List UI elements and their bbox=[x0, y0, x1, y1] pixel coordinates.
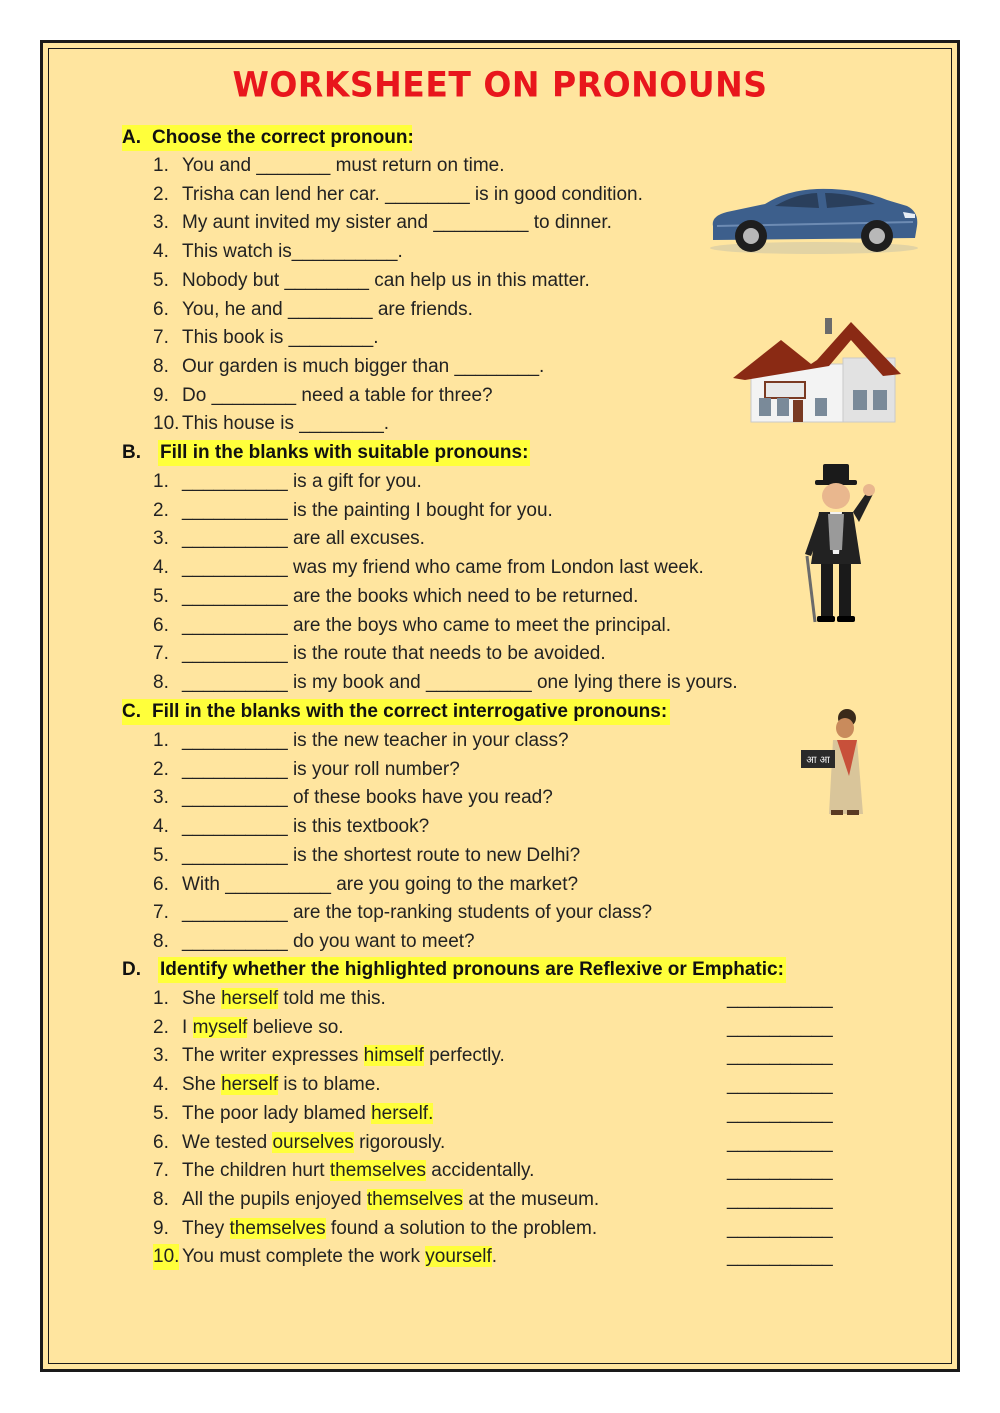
highlighted-pronoun: yourself bbox=[425, 1246, 492, 1268]
question-number: 6. bbox=[153, 1131, 169, 1153]
text-before: All the pupils enjoyed bbox=[182, 1188, 367, 1210]
question-number: 5. bbox=[153, 844, 169, 866]
question-number: 5. bbox=[153, 269, 169, 291]
question-number: 6. bbox=[153, 614, 169, 636]
highlighted-pronoun: themselves bbox=[329, 1160, 426, 1182]
question-text bbox=[182, 986, 386, 1012]
question-text: __________ is the painting I bought for you. bbox=[182, 499, 553, 521]
section-a-title: Choose the correct pronoun: bbox=[152, 127, 414, 148]
text-after: . bbox=[491, 1246, 498, 1268]
question-number: 7. bbox=[153, 902, 169, 924]
text-after: accidentally. bbox=[425, 1160, 535, 1182]
question-text: Do ________ need a table for three? bbox=[182, 384, 493, 406]
question-text: __________ are the boys who came to meet the principal. bbox=[182, 614, 672, 636]
highlighted-pronoun: ourselves bbox=[272, 1131, 354, 1153]
question-text: Nobody but ________ can help us in this matter. bbox=[182, 269, 590, 291]
question-text bbox=[182, 1244, 497, 1270]
text-before: I bbox=[182, 1016, 193, 1038]
question-number: 4. bbox=[153, 816, 169, 838]
highlighted-pronoun: himself bbox=[363, 1045, 424, 1067]
question-text: __________ is a gift for you. bbox=[182, 471, 422, 492]
question-text: __________ is my book and __________ one lying there is yours. bbox=[182, 671, 738, 693]
question-number: 4. bbox=[153, 241, 169, 263]
question-text: __________ is the shortest route to new Delhi? bbox=[182, 844, 581, 866]
question-text: __________ are the top-ranking students of your class? bbox=[182, 902, 653, 924]
question-text: __________ do you want to meet? bbox=[182, 930, 475, 952]
question-number: 3. bbox=[153, 212, 169, 234]
question-number: 2. bbox=[153, 758, 169, 780]
question-text: My aunt invited my sister and _________ to dinner. bbox=[182, 212, 612, 234]
question-text bbox=[182, 1072, 381, 1098]
section-b-heading bbox=[122, 440, 532, 466]
worksheet-title: WORKSHEET ON PRONOUNS bbox=[232, 64, 768, 105]
question-text bbox=[182, 1101, 433, 1127]
highlighted-pronoun: herself. bbox=[371, 1102, 434, 1124]
text-after: is to blame. bbox=[278, 1074, 381, 1096]
question-number: 3. bbox=[153, 1045, 169, 1067]
question-number: 5. bbox=[153, 585, 169, 607]
question-number: 2. bbox=[153, 499, 169, 521]
text-before: They bbox=[182, 1217, 230, 1239]
question-number: 6. bbox=[153, 873, 169, 895]
question-number: 8. bbox=[153, 355, 169, 377]
question-number: 8. bbox=[153, 1188, 169, 1210]
text-after: perfectly. bbox=[423, 1045, 505, 1067]
question-number: 9. bbox=[153, 384, 169, 406]
text-before: The poor lady blamed bbox=[182, 1102, 372, 1124]
question-text: You, he and ________ are friends. bbox=[182, 298, 473, 320]
highlighted-pronoun: themselves bbox=[366, 1188, 463, 1210]
section-d-title: Identify whether the highlighted pronouns are Reflexive or Emphatic: bbox=[158, 957, 786, 983]
answer-blank[interactable]: __________ bbox=[727, 1016, 833, 1038]
highlighted-pronoun: herself bbox=[221, 988, 279, 1009]
question-text: This watch is__________. bbox=[182, 241, 403, 263]
question-number: 3. bbox=[153, 787, 169, 809]
question-number: 10. bbox=[153, 1244, 179, 1270]
gentleman-illustration bbox=[795, 464, 877, 626]
text-before: We tested bbox=[182, 1131, 273, 1153]
text-after: found a solution to the problem. bbox=[325, 1217, 598, 1239]
question-number: 7. bbox=[153, 643, 169, 665]
question-text: __________ is the new teacher in your class? bbox=[182, 730, 569, 751]
board-text: आ आ bbox=[806, 755, 830, 766]
question-text bbox=[182, 1158, 534, 1184]
answer-blank[interactable]: __________ bbox=[727, 1217, 833, 1239]
answer-blank[interactable]: __________ bbox=[727, 1131, 833, 1153]
highlighted-pronoun: themselves bbox=[229, 1217, 326, 1239]
question-text: Trisha can lend her car. ________ is in good condition. bbox=[182, 183, 643, 205]
question-text: Our garden is much bigger than ________. bbox=[182, 355, 545, 377]
answer-blank[interactable]: __________ bbox=[727, 1188, 833, 1210]
question-number: 7. bbox=[153, 327, 169, 349]
section-d-label: D. bbox=[122, 959, 141, 980]
section-c-label: C. bbox=[122, 701, 141, 722]
question-text: __________ are the books which need to be returned. bbox=[182, 585, 639, 607]
text-before: You must complete the work bbox=[182, 1246, 426, 1268]
question-number: 1. bbox=[153, 155, 169, 176]
question-text bbox=[182, 1216, 597, 1242]
question-number: 2. bbox=[153, 183, 169, 205]
question-number: 1. bbox=[153, 730, 169, 751]
question-text: This book is ________. bbox=[182, 327, 379, 349]
teacher-illustration bbox=[801, 706, 873, 816]
question-number: 4. bbox=[153, 557, 169, 579]
text-before: The children hurt bbox=[182, 1160, 330, 1182]
text-before: She bbox=[182, 1074, 222, 1096]
question-text bbox=[182, 1015, 344, 1041]
text-after: rigorously. bbox=[353, 1131, 446, 1153]
text-after: at the museum. bbox=[462, 1188, 600, 1210]
question-number: 7. bbox=[153, 1160, 169, 1182]
section-b-title: Fill in the blanks with suitable pronouns: bbox=[158, 440, 530, 466]
section-a-label: A. bbox=[122, 127, 141, 148]
question-text: __________ are all excuses. bbox=[182, 528, 425, 550]
question-text: __________ of these books have you read? bbox=[182, 787, 553, 809]
answer-blank[interactable]: __________ bbox=[727, 1045, 833, 1067]
question-text: __________ is your roll number? bbox=[182, 758, 460, 780]
question-text bbox=[182, 1043, 505, 1069]
section-a-heading bbox=[122, 125, 412, 151]
question-number: 6. bbox=[153, 298, 169, 320]
question-number: 1. bbox=[153, 988, 169, 1009]
answer-blank[interactable]: __________ bbox=[727, 1246, 833, 1268]
question-number: 10. bbox=[153, 413, 180, 435]
question-text: __________ is this textbook? bbox=[182, 816, 430, 838]
text-after: believe so. bbox=[247, 1016, 344, 1038]
section-c-title: Fill in the blanks with the correct interrogative pronouns: bbox=[152, 701, 668, 722]
question-number: 4. bbox=[153, 1074, 169, 1096]
question-number: 8. bbox=[153, 930, 169, 952]
question-number: 5. bbox=[153, 1102, 169, 1124]
question-text bbox=[182, 1130, 445, 1156]
answer-blank[interactable]: __________ bbox=[727, 1102, 833, 1124]
highlighted-pronoun: myself bbox=[192, 1016, 248, 1038]
question-number: 2. bbox=[153, 1016, 169, 1038]
house-illustration bbox=[733, 318, 901, 426]
highlighted-pronoun: herself bbox=[221, 1074, 279, 1096]
question-number: 9. bbox=[153, 1217, 169, 1239]
answer-blank[interactable]: __________ bbox=[727, 988, 833, 1009]
question-number: 8. bbox=[153, 671, 169, 693]
section-d-heading bbox=[122, 957, 802, 983]
question-text: With __________ are you going to the market? bbox=[182, 873, 579, 895]
question-text: You and _______ must return on time. bbox=[182, 155, 505, 176]
section-b-label: B. bbox=[122, 442, 141, 463]
text-before: She bbox=[182, 988, 222, 1009]
answer-blank[interactable]: __________ bbox=[727, 1074, 833, 1096]
question-text: __________ is the route that needs to be avoided. bbox=[182, 643, 606, 665]
question-text: __________ was my friend who came from London last week. bbox=[182, 557, 704, 579]
text-before: The writer expresses bbox=[182, 1045, 364, 1067]
text-after: told me this. bbox=[278, 988, 386, 1009]
question-number: 1. bbox=[153, 471, 169, 492]
answer-blank[interactable]: __________ bbox=[727, 1160, 833, 1182]
car-illustration bbox=[707, 186, 921, 258]
question-text: This house is ________. bbox=[182, 413, 390, 435]
section-c-heading bbox=[122, 699, 670, 725]
question-number: 3. bbox=[153, 528, 169, 550]
worksheet-page bbox=[40, 40, 960, 1372]
question-text bbox=[182, 1187, 599, 1213]
